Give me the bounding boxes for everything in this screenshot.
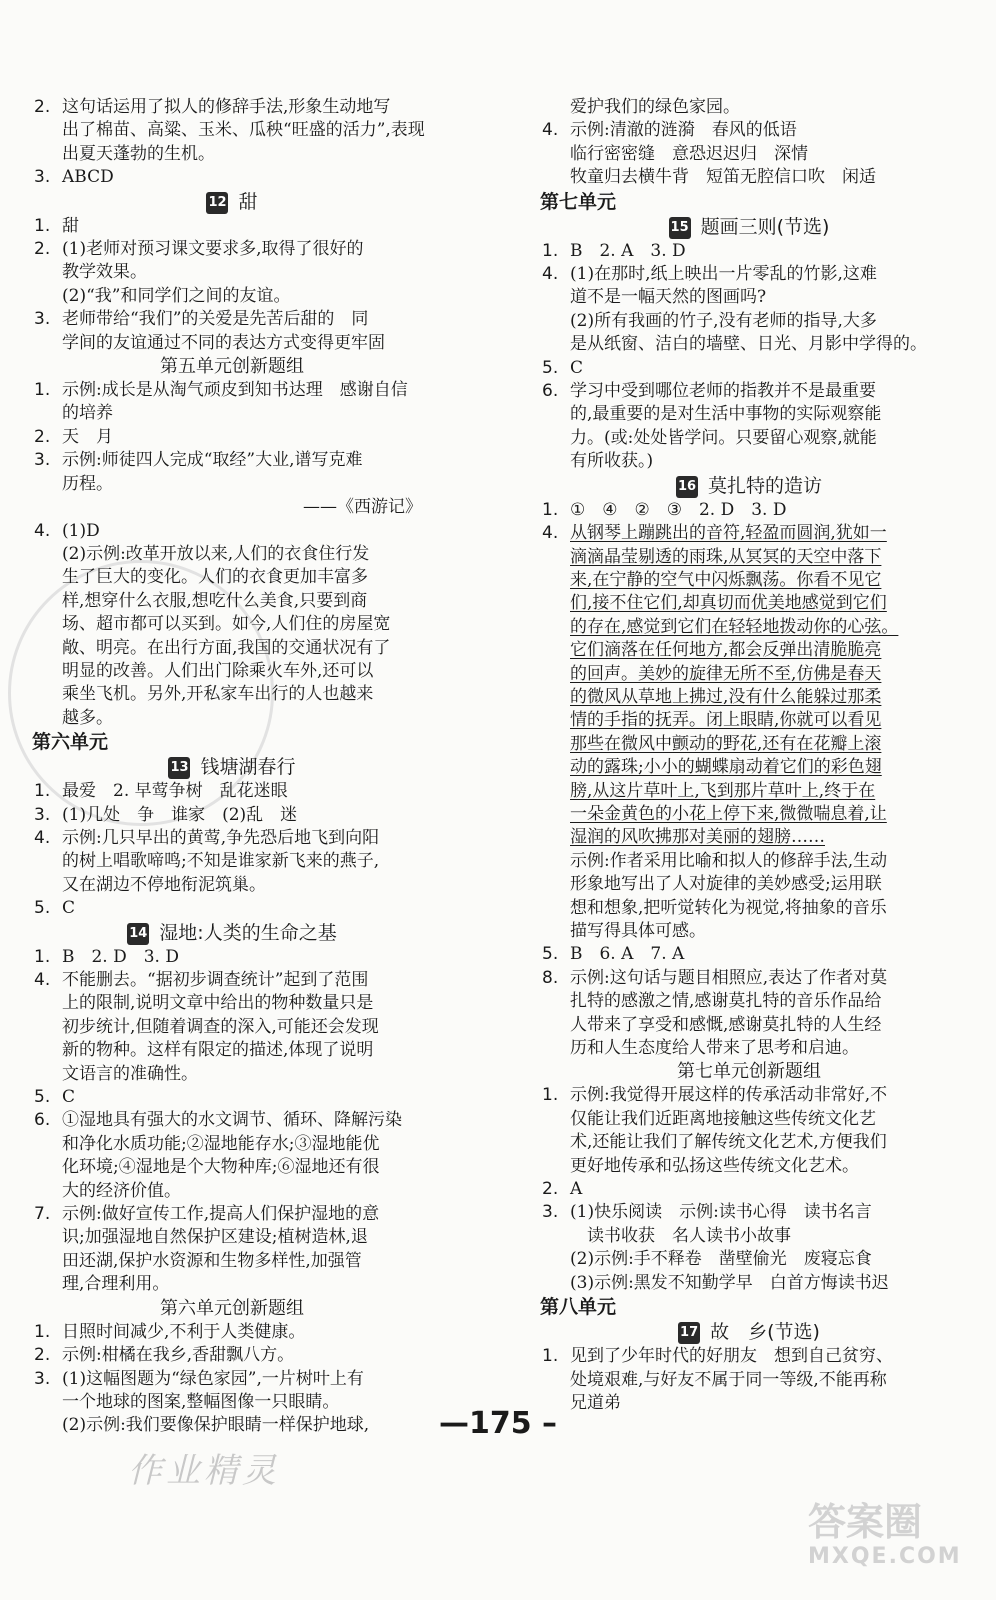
lesson-title: 钱塘湖春行 — [200, 756, 296, 779]
answer-number: 3. — [542, 1202, 559, 1223]
section-heading: 第五单元创新题组 — [160, 356, 304, 378]
answer-text: 道不是一幅天然的图画吗? — [570, 287, 767, 308]
answer-line — [32, 543, 432, 566]
answer-number: 2. — [542, 1179, 559, 1200]
answer-text: 新的物种。这样有限定的描述,体现了说明 — [62, 1040, 374, 1061]
answer-text: 形象地写出了人对旋律的美妙感受;运用联 — [570, 874, 882, 895]
answer-text: 示例:几只早出的黄莺,争先恐后地飞到向阳 — [62, 827, 380, 848]
lesson-title: 故 乡(节选) — [710, 1321, 820, 1344]
lesson-heading — [540, 215, 958, 240]
answer-text: 乘坐飞机。另外,开私家车出行的人也越来 — [62, 684, 374, 705]
answer-line — [32, 613, 432, 636]
answer-text: (1)这幅图题为“绿色家园”,一片树叶上有 — [62, 1368, 364, 1389]
unit-heading: 第七单元 — [540, 190, 617, 213]
answer-text: B 6. A 7. A — [570, 944, 685, 965]
answer-line — [540, 333, 958, 356]
answer-text: C — [62, 1087, 76, 1108]
answer-text: 上的限制,说明文章中给出的物种数量只是 — [62, 993, 374, 1014]
answer-text: 文语言的准确性。 — [62, 1063, 198, 1084]
answer-text: 历和人生态度给人带来了思考和启迪。 — [570, 1038, 859, 1059]
answer-line — [32, 285, 432, 308]
answer-item — [32, 238, 432, 261]
answer-text: 田还湖,保护水资源和生物多样性,加强管 — [62, 1250, 362, 1271]
answer-line — [32, 402, 432, 425]
answer-text: 临行密密缝 意恐迟迟归 深情 — [570, 143, 808, 164]
answer-text: 有所收获。) — [570, 451, 654, 472]
lesson-title: 题画三则(节选) — [700, 215, 830, 238]
answer-item — [540, 967, 958, 990]
answer-number: 6. — [542, 381, 559, 402]
lesson-number-badge: 17 — [678, 1322, 700, 1344]
answer-text: 一个地球的图案,整幅图像一只眼睛。 — [62, 1391, 340, 1412]
answer-text: 示例:这句话与题目相照应,表达了作者对莫 — [570, 967, 888, 988]
answer-line — [32, 637, 432, 660]
answer-line — [540, 450, 958, 473]
answer-text: 一朵金黄色的小花上停下来,微微喘息着,让 — [570, 803, 887, 824]
answer-number: 1. — [542, 1085, 559, 1106]
answer-line — [540, 897, 958, 920]
answer-line — [540, 780, 958, 803]
answer-text: 示例:清澈的涟漪 春风的低语 — [570, 120, 797, 141]
answer-line — [540, 733, 958, 756]
answer-text: 术,还能让我们了解传统文化艺术,方便我们 — [570, 1132, 887, 1153]
answer-number: 7. — [34, 1204, 51, 1225]
answer-text: 的回声。美妙的旋律无所不至,仿佛是春天 — [570, 663, 882, 684]
answer-item — [32, 897, 432, 920]
answer-text: C — [62, 898, 76, 919]
lesson-number-badge: 16 — [676, 476, 698, 498]
answer-text: 们,接不住它们,却真切而优美地感觉到它们 — [570, 593, 887, 614]
answer-item — [540, 1178, 958, 1201]
answer-number: 1. — [34, 380, 51, 401]
answer-text: ① ④ ② ③ 2. D 3. D — [570, 499, 787, 520]
answer-text: 场、超市都可以买到。如今,人们住的房屋宽 — [62, 614, 391, 635]
answer-line — [32, 992, 432, 1015]
answer-text: ABCD — [62, 167, 114, 188]
answer-number: 5. — [34, 898, 51, 919]
answer-number: 2. — [34, 426, 51, 447]
answer-line — [32, 1133, 432, 1156]
answer-text: B 2. D 3. D — [62, 946, 179, 967]
answer-line — [32, 143, 432, 166]
answer-text: (2)示例:改革开放以来,人们的衣食住行发 — [62, 543, 370, 564]
answer-text: 示例:成长是从淘气顽皮到知书达理 感谢自信 — [62, 380, 408, 401]
answer-number: 4. — [34, 970, 51, 990]
source-attribution: ——《西游记》 — [303, 497, 422, 518]
corner-watermark-text: 答案圈 — [808, 1500, 923, 1544]
answer-line — [540, 920, 958, 943]
answer-item — [540, 1201, 958, 1224]
answer-text: 越多。 — [62, 707, 113, 728]
answer-text: 最爱 2. 早莺争树 乱花迷眼 — [62, 781, 288, 802]
answer-text: (1)D — [62, 520, 100, 541]
answer-text: 仅能让我们近距离地接触这些传统文化艺 — [570, 1108, 876, 1129]
answer-item — [32, 1368, 432, 1391]
answer-text: 的存在,感觉到它们在轻轻地拨动你的心弦。 — [570, 616, 899, 637]
answer-number: 5. — [34, 1087, 51, 1108]
answer-line — [540, 96, 958, 119]
answer-number: 1. — [542, 240, 559, 261]
answer-number: 3. — [34, 450, 51, 471]
answer-text: 更好地传承和弘扬这些传统文化艺术。 — [570, 1155, 859, 1176]
answer-line — [540, 1248, 958, 1271]
answer-line — [540, 1014, 958, 1037]
answer-text: (2)所有我画的竹子,没有老师的指导,大多 — [570, 310, 877, 331]
answer-text: 理,合理利用。 — [62, 1274, 170, 1295]
answer-line — [540, 1369, 958, 1392]
answer-text: 教学效果。 — [62, 262, 147, 283]
answer-text: 和净化水质功能;②湿地能存水;③湿地能优 — [62, 1133, 380, 1154]
answer-text: 那些在微风中颤动的野花,还有在花瓣上滚 — [570, 733, 882, 754]
lesson-number-badge: 12 — [206, 192, 228, 214]
answer-item — [540, 240, 958, 263]
answer-text: A — [570, 1179, 583, 1200]
lesson-title: 甜 — [238, 190, 258, 213]
answer-text: 甜 — [62, 215, 79, 236]
answer-text: 示例:柑橘在我乡,香甜飘八方。 — [62, 1345, 295, 1366]
answer-item — [540, 943, 958, 966]
lesson-heading — [540, 474, 958, 499]
answer-item — [32, 946, 432, 969]
answer-item — [32, 379, 432, 402]
answer-item — [32, 308, 432, 331]
answer-line — [540, 1155, 958, 1178]
answer-line — [32, 1180, 432, 1203]
answer-item — [32, 520, 432, 543]
answer-line — [32, 1063, 432, 1086]
answer-text: (2)示例:我们要像保护眼睛一样保护地球, — [62, 1415, 370, 1436]
lesson-number-badge: 14 — [127, 923, 149, 945]
answer-line — [540, 143, 958, 166]
answer-item — [540, 357, 958, 380]
answer-line — [32, 1273, 432, 1296]
answer-text: 识;加强湿地自然保护区建设;植树造林,退 — [62, 1227, 368, 1248]
answer-line — [540, 686, 958, 709]
answer-text: 见到了少年时代的好朋友 想到自己贫穷、 — [570, 1346, 893, 1367]
answer-line — [32, 1226, 432, 1249]
answer-line — [32, 590, 432, 613]
answer-line — [540, 616, 958, 639]
answer-text: 示例:师徒四人完成“取经”大业,谱写克难 — [62, 450, 363, 471]
unit-heading: 第八单元 — [540, 1296, 617, 1319]
answer-text: 大的经济价值。 — [62, 1180, 181, 1201]
answer-number: 4. — [542, 523, 559, 544]
answer-text: (3)示例:黑发不知勤学早 白首方悔读书迟 — [570, 1272, 889, 1293]
answer-item — [32, 827, 432, 850]
answer-number: 6. — [34, 1110, 51, 1131]
answer-text: 示例:作者采用比喻和拟人的修辞手法,生动 — [570, 850, 888, 871]
answer-line — [32, 707, 432, 730]
unit-heading: 第六单元 — [32, 731, 109, 754]
answer-item — [540, 1345, 958, 1368]
answer-line — [540, 569, 958, 592]
answer-line — [32, 1039, 432, 1062]
answer-line — [540, 1225, 958, 1248]
answer-line — [32, 660, 432, 683]
lesson-title: 湿地:人类的生命之基 — [159, 921, 337, 944]
answer-line — [540, 663, 958, 686]
answer-text: 描写得具体可感。 — [570, 921, 706, 941]
answer-number: 1. — [34, 1321, 51, 1342]
answer-item — [32, 780, 432, 803]
answer-text: 人带来了享受和感慨,感谢莫扎特的人生经 — [570, 1014, 882, 1035]
answer-line — [540, 873, 958, 896]
answer-text: 它们滴落在任何地方,都会反弹出清脆脆亮 — [570, 640, 882, 661]
answer-text: 的培养 — [62, 403, 113, 424]
answer-line — [540, 850, 958, 873]
left-column — [32, 96, 432, 1438]
answer-text: 滴滴晶莹剔透的雨珠,从冥冥的天空中落下 — [570, 546, 882, 567]
answer-line — [540, 592, 958, 615]
answer-line — [540, 427, 958, 450]
answer-text: 的树上唱歌啼鸣;不知是谁家新飞来的燕子, — [62, 851, 380, 872]
answer-text: 是从纸窗、洁白的墙壁、日光、月影中学得的。 — [570, 334, 927, 355]
corner-watermark-url: MXQE.COM — [808, 1544, 962, 1569]
answer-line — [540, 709, 958, 732]
answer-number: 4. — [34, 520, 51, 541]
answer-item — [32, 449, 432, 472]
answer-item — [540, 499, 958, 522]
answer-line — [540, 546, 958, 569]
answer-line — [540, 286, 958, 309]
footer-watermark: 作业精灵 — [128, 1451, 280, 1491]
answer-item — [32, 1321, 432, 1344]
answer-line — [540, 1272, 958, 1295]
answer-text: 学习中受到哪位老师的指教并不是最重要 — [570, 381, 876, 402]
answer-item — [32, 969, 432, 992]
answer-text: (1)几处 争 谁家 (2)乱 迷 — [62, 804, 298, 825]
answer-item — [32, 215, 432, 238]
answer-line — [32, 261, 432, 284]
answer-line — [32, 850, 432, 873]
answer-text: 扎特的感激之情,感谢莫扎特的音乐作品给 — [570, 991, 882, 1012]
answer-number: 3. — [34, 167, 51, 188]
answer-line — [540, 1037, 958, 1060]
answer-number: 1. — [34, 946, 51, 967]
answer-number: 3. — [34, 1368, 51, 1389]
answer-line — [540, 166, 958, 189]
answer-line — [540, 310, 958, 333]
lesson-title: 莫扎特的造访 — [707, 474, 822, 497]
answer-text: 兄道弟 — [570, 1392, 621, 1413]
answer-number: 2. — [34, 1345, 51, 1366]
answer-text: ①湿地具有强大的水文调节、循环、降解污染 — [62, 1110, 402, 1131]
answer-text: 化环境;④湿地是个大物种库;⑥湿地还有很 — [62, 1157, 380, 1178]
answer-item — [32, 166, 432, 189]
answer-item — [32, 1109, 432, 1132]
answer-number: 5. — [542, 944, 559, 965]
lesson-heading — [540, 1320, 958, 1345]
answer-item — [540, 522, 958, 545]
answer-text: 日照时间减少,不利于人类健康。 — [62, 1321, 306, 1342]
section-heading: 第六单元创新题组 — [160, 1297, 304, 1319]
answer-text: 样,想穿什么衣服,想吃什么美食,只要到商 — [62, 590, 368, 611]
answer-text: 牧童归去横牛背 短笛无腔信口吹 闲适 — [570, 167, 876, 188]
answer-number: 8. — [542, 967, 559, 988]
answer-text: 出了棉苗、高粱、玉米、瓜秧“旺盛的活力”,表现 — [62, 120, 425, 141]
answer-item — [32, 96, 432, 119]
answer-line — [32, 119, 432, 142]
answer-line — [540, 639, 958, 662]
answer-text: 想和想象,把听觉转化为视觉,将抽象的音乐 — [570, 897, 887, 918]
answer-text: 读书收获 名人读书小故事 — [570, 1225, 791, 1246]
answer-number: 1. — [34, 215, 51, 236]
answer-text: 示例:我觉得开展这样的传承活动非常好,不 — [570, 1085, 888, 1106]
lesson-number-badge: 15 — [669, 217, 691, 239]
answer-text: 学间的友谊通过不同的表达方式变得更牢固 — [62, 332, 385, 353]
answer-line — [540, 1108, 958, 1131]
answer-text: 从钢琴上蹦跳出的音符,轻盈而圆润,犹如一 — [570, 523, 887, 544]
answer-text: 来,在宁静的空气中闪烁飘荡。你看不见它 — [570, 569, 882, 590]
answer-text: (1)在那时,纸上映出一片零乱的竹影,这难 — [570, 264, 877, 285]
answer-line — [540, 826, 958, 849]
answer-text: 爱护我们的绿色家园。 — [570, 97, 740, 117]
answer-number: 4. — [34, 827, 51, 848]
answer-line — [540, 1131, 958, 1154]
answer-text: 不能删去。“据初步调查统计”起到了范围 — [62, 970, 369, 990]
answer-item — [540, 1084, 958, 1107]
answer-item — [32, 426, 432, 449]
answer-number: 4. — [542, 120, 559, 141]
answer-text: 的,最重要的是对生活中事物的实际观察能 — [570, 404, 882, 425]
answer-text: B 2. A 3. D — [570, 240, 686, 261]
answer-number: 2. — [34, 239, 51, 260]
answer-number: 5. — [542, 357, 559, 378]
answer-text: 动的露珠;小小的蝴蝶扇动着它们的彩色翅 — [570, 757, 882, 778]
answer-item — [540, 119, 958, 142]
answer-text: 历程。 — [62, 473, 113, 494]
answer-number: 3. — [34, 804, 51, 825]
answer-text: 的微风从草地上拂过,没有什么能躲过那柔 — [570, 686, 882, 707]
answer-item — [540, 263, 958, 286]
answer-line — [32, 566, 432, 589]
lesson-number-badge: 13 — [168, 757, 190, 779]
answer-item — [32, 804, 432, 827]
right-column — [540, 96, 958, 1415]
answer-item — [540, 380, 958, 403]
answer-text: 膀,从这片草叶上,飞到那片草叶上,终于在 — [570, 780, 876, 801]
section-heading: 第七单元创新题组 — [677, 1061, 821, 1083]
answer-number: 1. — [542, 1346, 559, 1367]
answer-line — [540, 803, 958, 826]
answer-text: (2)“我”和同学们之间的友谊。 — [62, 285, 291, 306]
lesson-heading — [32, 921, 432, 946]
answer-line — [32, 1016, 432, 1039]
answer-line — [32, 332, 432, 355]
answer-number: 2. — [34, 97, 51, 117]
answer-line — [32, 1156, 432, 1179]
corner-watermark-logo — [808, 1500, 978, 1580]
lesson-heading — [32, 755, 432, 780]
answer-text: 明显的改善。人们出门除乘火车外,还可以 — [62, 660, 374, 681]
answer-text: 初步统计,但随着调查的深入,可能还会发现 — [62, 1016, 379, 1037]
answer-line — [32, 473, 432, 496]
answer-line — [32, 683, 432, 706]
answer-text: 老师带给“我们”的关爱是先苦后甜的 同 — [62, 309, 369, 330]
answer-item — [32, 1344, 432, 1367]
answer-text: 示例:做好宣传工作,提高人们保护湿地的意 — [62, 1204, 380, 1225]
page-number: —175 – — [438, 1406, 558, 1441]
answer-text: 生了巨大的变化。人们的衣食更加丰富多 — [62, 567, 368, 588]
answer-text: (2)示例:手不释卷 凿壁偷光 废寝忘食 — [570, 1249, 872, 1270]
answer-item — [32, 1203, 432, 1226]
answer-text: 敞、明亮。在出行方面,我国的交通状况有了 — [62, 637, 391, 658]
answer-text: 天 月 — [62, 426, 113, 447]
lesson-heading — [32, 190, 432, 215]
answer-text: (1)老师对预习课文要求多,取得了很好的 — [62, 239, 364, 260]
answer-text: 又在湖边不停地衔泥筑巢。 — [62, 874, 266, 895]
answer-text: C — [570, 357, 584, 378]
answer-text: 力。(或:处处皆学问。只要留心观察,就能 — [570, 427, 877, 448]
answer-text: (1)快乐阅读 示例:读书心得 读书名言 — [570, 1202, 872, 1223]
answer-text: 出夏天蓬勃的生机。 — [62, 143, 215, 164]
answer-text: 处境艰难,与好友不属于同一等级,不能再称 — [570, 1369, 887, 1390]
answer-number: 4. — [542, 264, 559, 285]
answer-line — [32, 874, 432, 897]
answer-item — [32, 1086, 432, 1109]
answer-text: 湿润的风吹拂那对美丽的翅膀…… — [570, 827, 825, 848]
answer-line — [540, 990, 958, 1013]
answer-number: 1. — [542, 499, 559, 520]
answer-text: 这句话运用了拟人的修辞手法,形象生动地写 — [62, 97, 391, 117]
answer-line — [32, 1250, 432, 1273]
answer-line — [540, 756, 958, 779]
answer-text: 情的手指的抚弄。闭上眼睛,你就可以看见 — [570, 710, 882, 731]
answer-number: 3. — [34, 309, 51, 330]
answer-line — [540, 403, 958, 426]
answer-number: 1. — [34, 781, 51, 802]
